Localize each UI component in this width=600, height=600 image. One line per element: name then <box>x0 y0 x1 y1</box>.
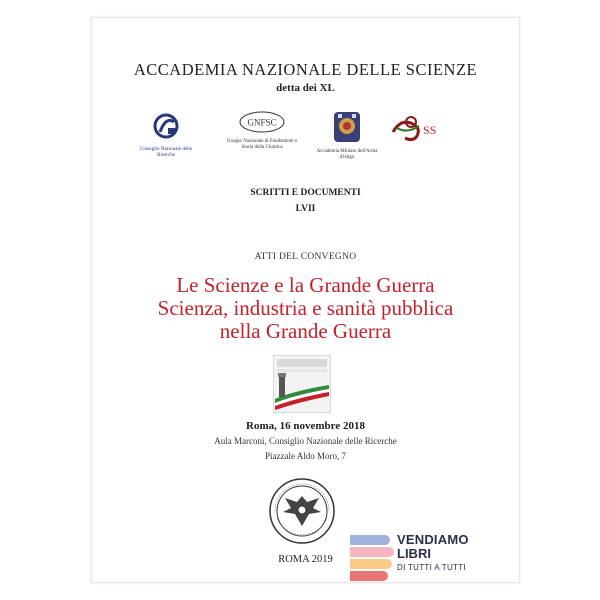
academy-seal-caption: Accademia Militare dell'Arma d'Istigo <box>316 149 378 160</box>
academy-seal-logo <box>314 110 380 161</box>
watermark-line-3: DI TUTTI A TUTTI <box>397 563 466 572</box>
proceedings-label: ATTI DEL CONVEGNO <box>254 252 357 262</box>
gnfsc-logo-icon <box>224 110 300 134</box>
cnr-logo-icon <box>134 110 198 142</box>
book-cover <box>91 17 520 583</box>
academy-seal-icon <box>314 110 380 144</box>
watermark-stripe <box>350 535 390 545</box>
academy-subtitle: detta dei XL <box>276 82 335 94</box>
book-title-line-3: nella Grande Guerra <box>219 319 392 343</box>
book-title-line-2: Scienza, industria e sanità pubblica <box>157 296 454 320</box>
academy-name: ACCADEMIA NAZIONALE DELLE SCIENZE <box>133 60 478 79</box>
gnfsc-logo-caption: Gruppo Nazionale di Fondamenti e Storia della Chimica <box>226 139 298 150</box>
cnr-logo-caption: Consiglio Nazionale delle Ricerche <box>140 147 192 158</box>
vendiamo-libri-watermark <box>350 532 469 585</box>
watermark-line-1: VENDIAMO <box>397 532 469 547</box>
conference-emblem <box>273 355 331 413</box>
watermark-text <box>397 533 469 573</box>
siss-logo-text: SS <box>423 123 437 137</box>
event-date: Roma, 16 novembre 2018 <box>246 420 365 432</box>
watermark-stripe <box>350 571 388 581</box>
watermark-stripes-icon <box>350 535 394 583</box>
book-title-line-1: Le Scienze e la Grande Guerra <box>176 273 435 297</box>
eagle-seal-icon <box>267 476 337 546</box>
gnfsc-logo-text: GNFSC <box>247 117 277 128</box>
academy-seal-bottom <box>267 476 337 546</box>
event-address: Piazzale Aldo Moro, 7 <box>265 451 346 461</box>
watermark-stripe <box>350 547 394 557</box>
cnr-logo <box>134 110 198 159</box>
conference-emblem-icon <box>273 355 331 413</box>
series-number: LVII <box>295 204 316 214</box>
place-year: ROMA 2019 <box>278 554 333 565</box>
event-venue: Aula Marconi, Consiglio Nazionale delle Ricerche <box>214 436 397 446</box>
gnfsc-logo <box>224 110 300 151</box>
watermark-stripe <box>350 559 392 569</box>
siss-logo-icon <box>387 110 453 144</box>
siss-logo <box>387 110 453 149</box>
watermark-line-2: LIBRI <box>397 546 431 561</box>
series-title: SCRITTI E DOCUMENTI <box>250 188 361 198</box>
